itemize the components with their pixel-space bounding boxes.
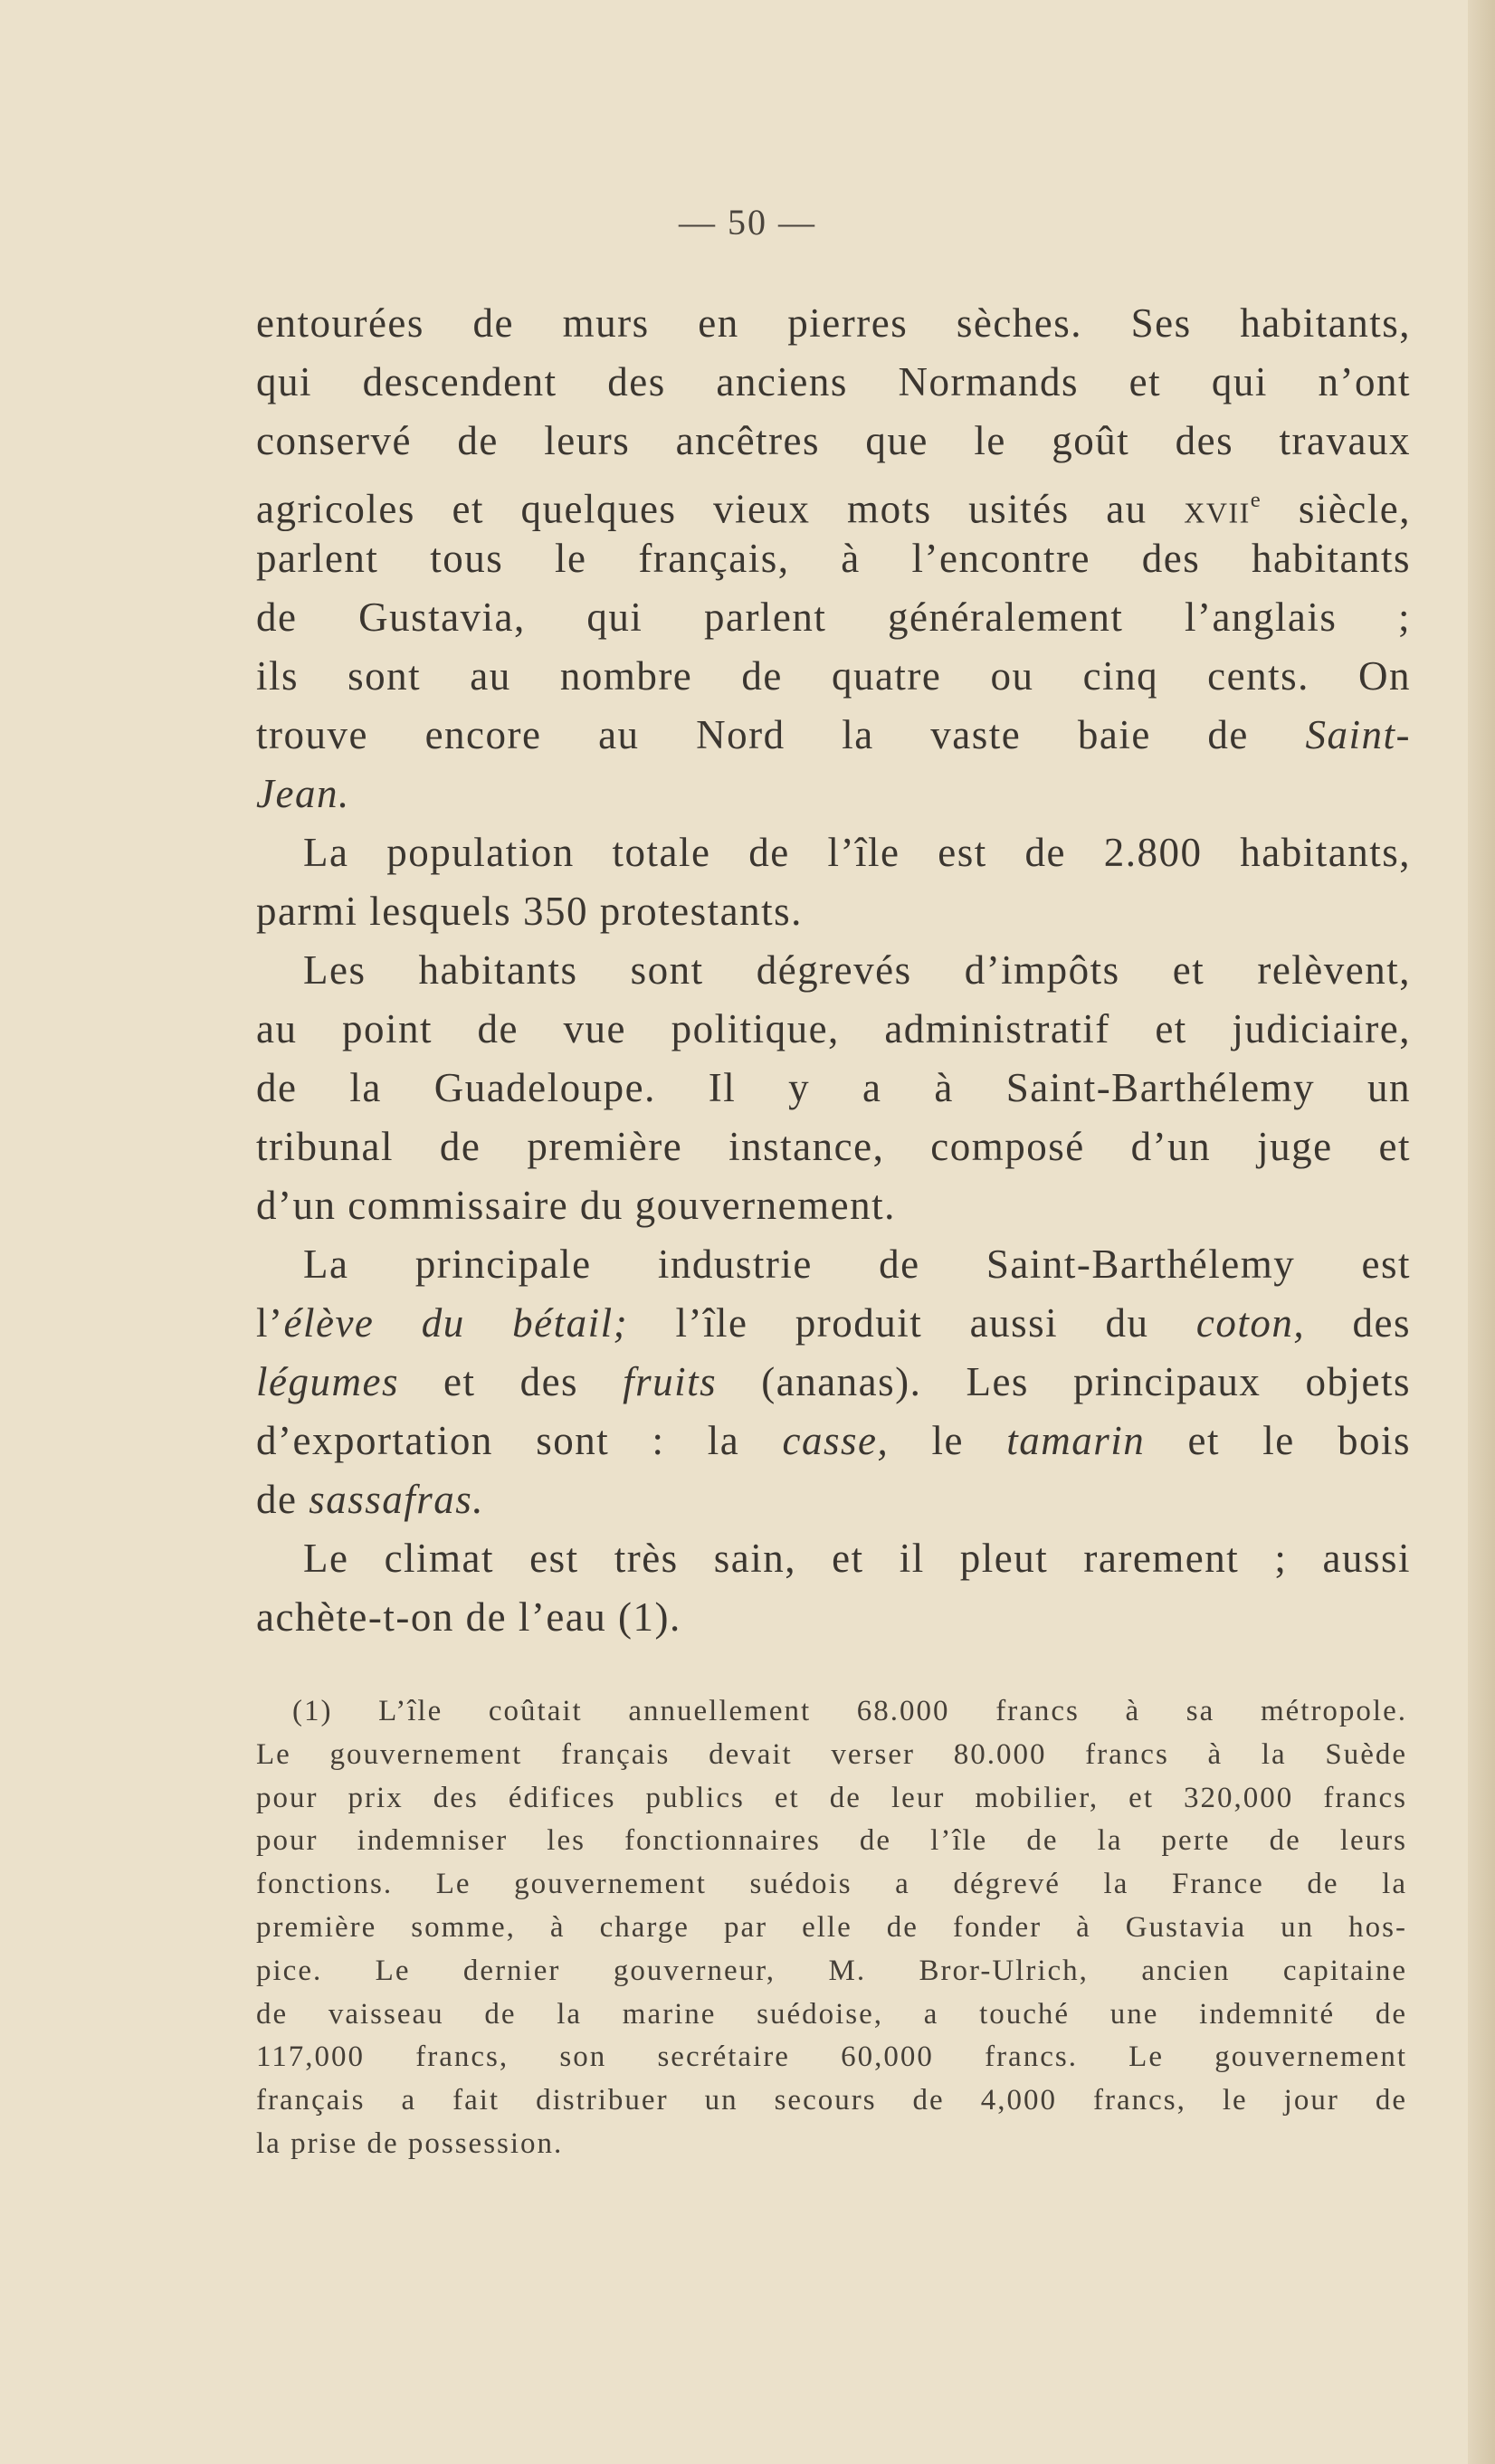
footnote-line: Le gouvernement français devait verser 80.000 francs à la Suède xyxy=(256,1737,1407,1771)
text-line xyxy=(256,647,1411,706)
text-segment: parmi lesquels 350 protestants. xyxy=(256,889,803,934)
body-text xyxy=(256,294,1411,1647)
text-segment: au point de vue politique, administratif et judiciaire, xyxy=(256,1006,1411,1051)
italic-text: sassafras. xyxy=(309,1477,485,1522)
text-segment: xvii xyxy=(1184,486,1251,532)
text-segment: siècle, xyxy=(1262,486,1412,532)
text-segment: l’ xyxy=(256,1300,284,1346)
text-segment: entourées de murs en pierres sèches. Ses habitants, xyxy=(256,300,1411,346)
footnote-line: pice. Le dernier gouverneur, M. Bror-Ulrich, ancien capitaine xyxy=(256,1954,1407,1987)
text-line xyxy=(256,882,1411,941)
text-line xyxy=(256,1235,1411,1294)
text-segment: Le climat est très sain, et il pleut rarement ; aussi xyxy=(303,1536,1411,1581)
text-segment: Les habitants sont dégrevés d’impôts et relèvent, xyxy=(303,947,1411,993)
text-segment: d’exportation sont : la xyxy=(256,1418,783,1463)
italic-text: légumes xyxy=(256,1359,399,1404)
footnote-line: (1) L’île coûtait annuellement 68.000 francs à sa métropole. xyxy=(292,1695,1407,1727)
text-line xyxy=(256,823,1411,882)
text-line xyxy=(256,941,1411,1000)
text-segment: de Gustavia, qui parlent généralement l’anglais ; xyxy=(256,595,1411,640)
text-segment: qui descendent des anciens Normands et qui n’ont xyxy=(256,359,1411,404)
text-segment: trouve encore au Nord la vaste baie de xyxy=(256,712,1306,757)
text-line xyxy=(256,294,1411,353)
text-line xyxy=(256,1059,1411,1118)
italic-text: fruits xyxy=(623,1359,718,1404)
text-line xyxy=(256,765,1411,823)
text-segment: La principale industrie de Saint-Barthélemy est xyxy=(303,1242,1411,1287)
text-line xyxy=(256,1353,1411,1412)
text-line xyxy=(256,1412,1411,1470)
page-edge-shadow xyxy=(1468,0,1495,2464)
text-line xyxy=(256,1294,1411,1353)
text-line xyxy=(256,1176,1411,1235)
text-line xyxy=(256,529,1411,588)
text-segment: et des xyxy=(398,1359,624,1404)
text-line xyxy=(256,1470,1411,1529)
text-line xyxy=(256,1588,1411,1647)
footnote-line: français a fait distribuer un secours de 4,000 francs, le jour de xyxy=(256,2084,1407,2117)
text-segment: d’un commissaire du gouvernement. xyxy=(256,1183,896,1228)
italic-text: tamarin xyxy=(1006,1418,1146,1463)
text-segment: (ananas). Les principaux objets xyxy=(717,1359,1411,1404)
footnote-line: de vaisseau de la marine suédoise, a touché une indemnité de xyxy=(256,1997,1407,2031)
italic-text: Jean. xyxy=(256,771,350,816)
italic-text: casse, xyxy=(782,1418,890,1463)
text-line xyxy=(256,353,1411,412)
text-segment: agricoles et quelques vieux mots usités au xyxy=(256,486,1185,532)
italic-text: coton, xyxy=(1195,1300,1306,1346)
text-segment: achète-t-on de l’eau (1). xyxy=(256,1594,681,1640)
footnote-line: pour prix des édifices publics et de leur mobilier, et 320,000 francs xyxy=(256,1781,1407,1814)
text-line xyxy=(256,706,1411,765)
text-line xyxy=(256,1000,1411,1059)
footnote-line: pour indemniser les fonctionnaires de l’île de la perte de leurs xyxy=(256,1824,1407,1858)
footnote-line: première somme, à charge par elle de fonder à Gustavia un hos- xyxy=(256,1910,1407,1944)
text-segment: La population totale de l’île est de 2.800 habitants, xyxy=(303,830,1411,875)
text-segment: de xyxy=(256,1477,309,1522)
text-segment: parlent tous le français, à l’encontre des habitants xyxy=(256,536,1411,581)
text-segment: et le bois xyxy=(1145,1418,1412,1463)
text-segment: conservé de leurs ancêtres que le goût des travaux xyxy=(256,418,1411,463)
text-segment: de la Guadeloupe. Il y a à Saint-Barthélemy un xyxy=(256,1065,1411,1110)
text-segment: ils sont au nombre de quatre ou cinq cents. On xyxy=(256,653,1411,699)
text-segment: e xyxy=(1250,488,1262,512)
text-line xyxy=(256,471,1412,532)
italic-text: Saint- xyxy=(1305,712,1411,757)
text-segment: tribunal de première instance, composé d’un juge et xyxy=(256,1124,1411,1169)
text-line xyxy=(256,1529,1411,1588)
text-segment: le xyxy=(889,1418,1007,1463)
text-segment: l’île produit aussi du xyxy=(628,1300,1196,1346)
page-number: — 50 — xyxy=(679,202,816,243)
footnote-line: la prise de possession. xyxy=(256,2126,564,2160)
text-line xyxy=(256,412,1411,471)
text-line xyxy=(256,1118,1411,1176)
text-line xyxy=(256,588,1411,647)
italic-text: élève du bétail; xyxy=(283,1300,629,1346)
footnote xyxy=(256,1690,1407,2166)
footnote-line: fonctions. Le gouvernement suédois a dégrevé la France de la xyxy=(256,1868,1407,1901)
footnote-line: 117,000 francs, son secrétaire 60,000 francs. Le gouvernement xyxy=(256,2041,1407,2074)
text-segment: des xyxy=(1305,1300,1411,1346)
